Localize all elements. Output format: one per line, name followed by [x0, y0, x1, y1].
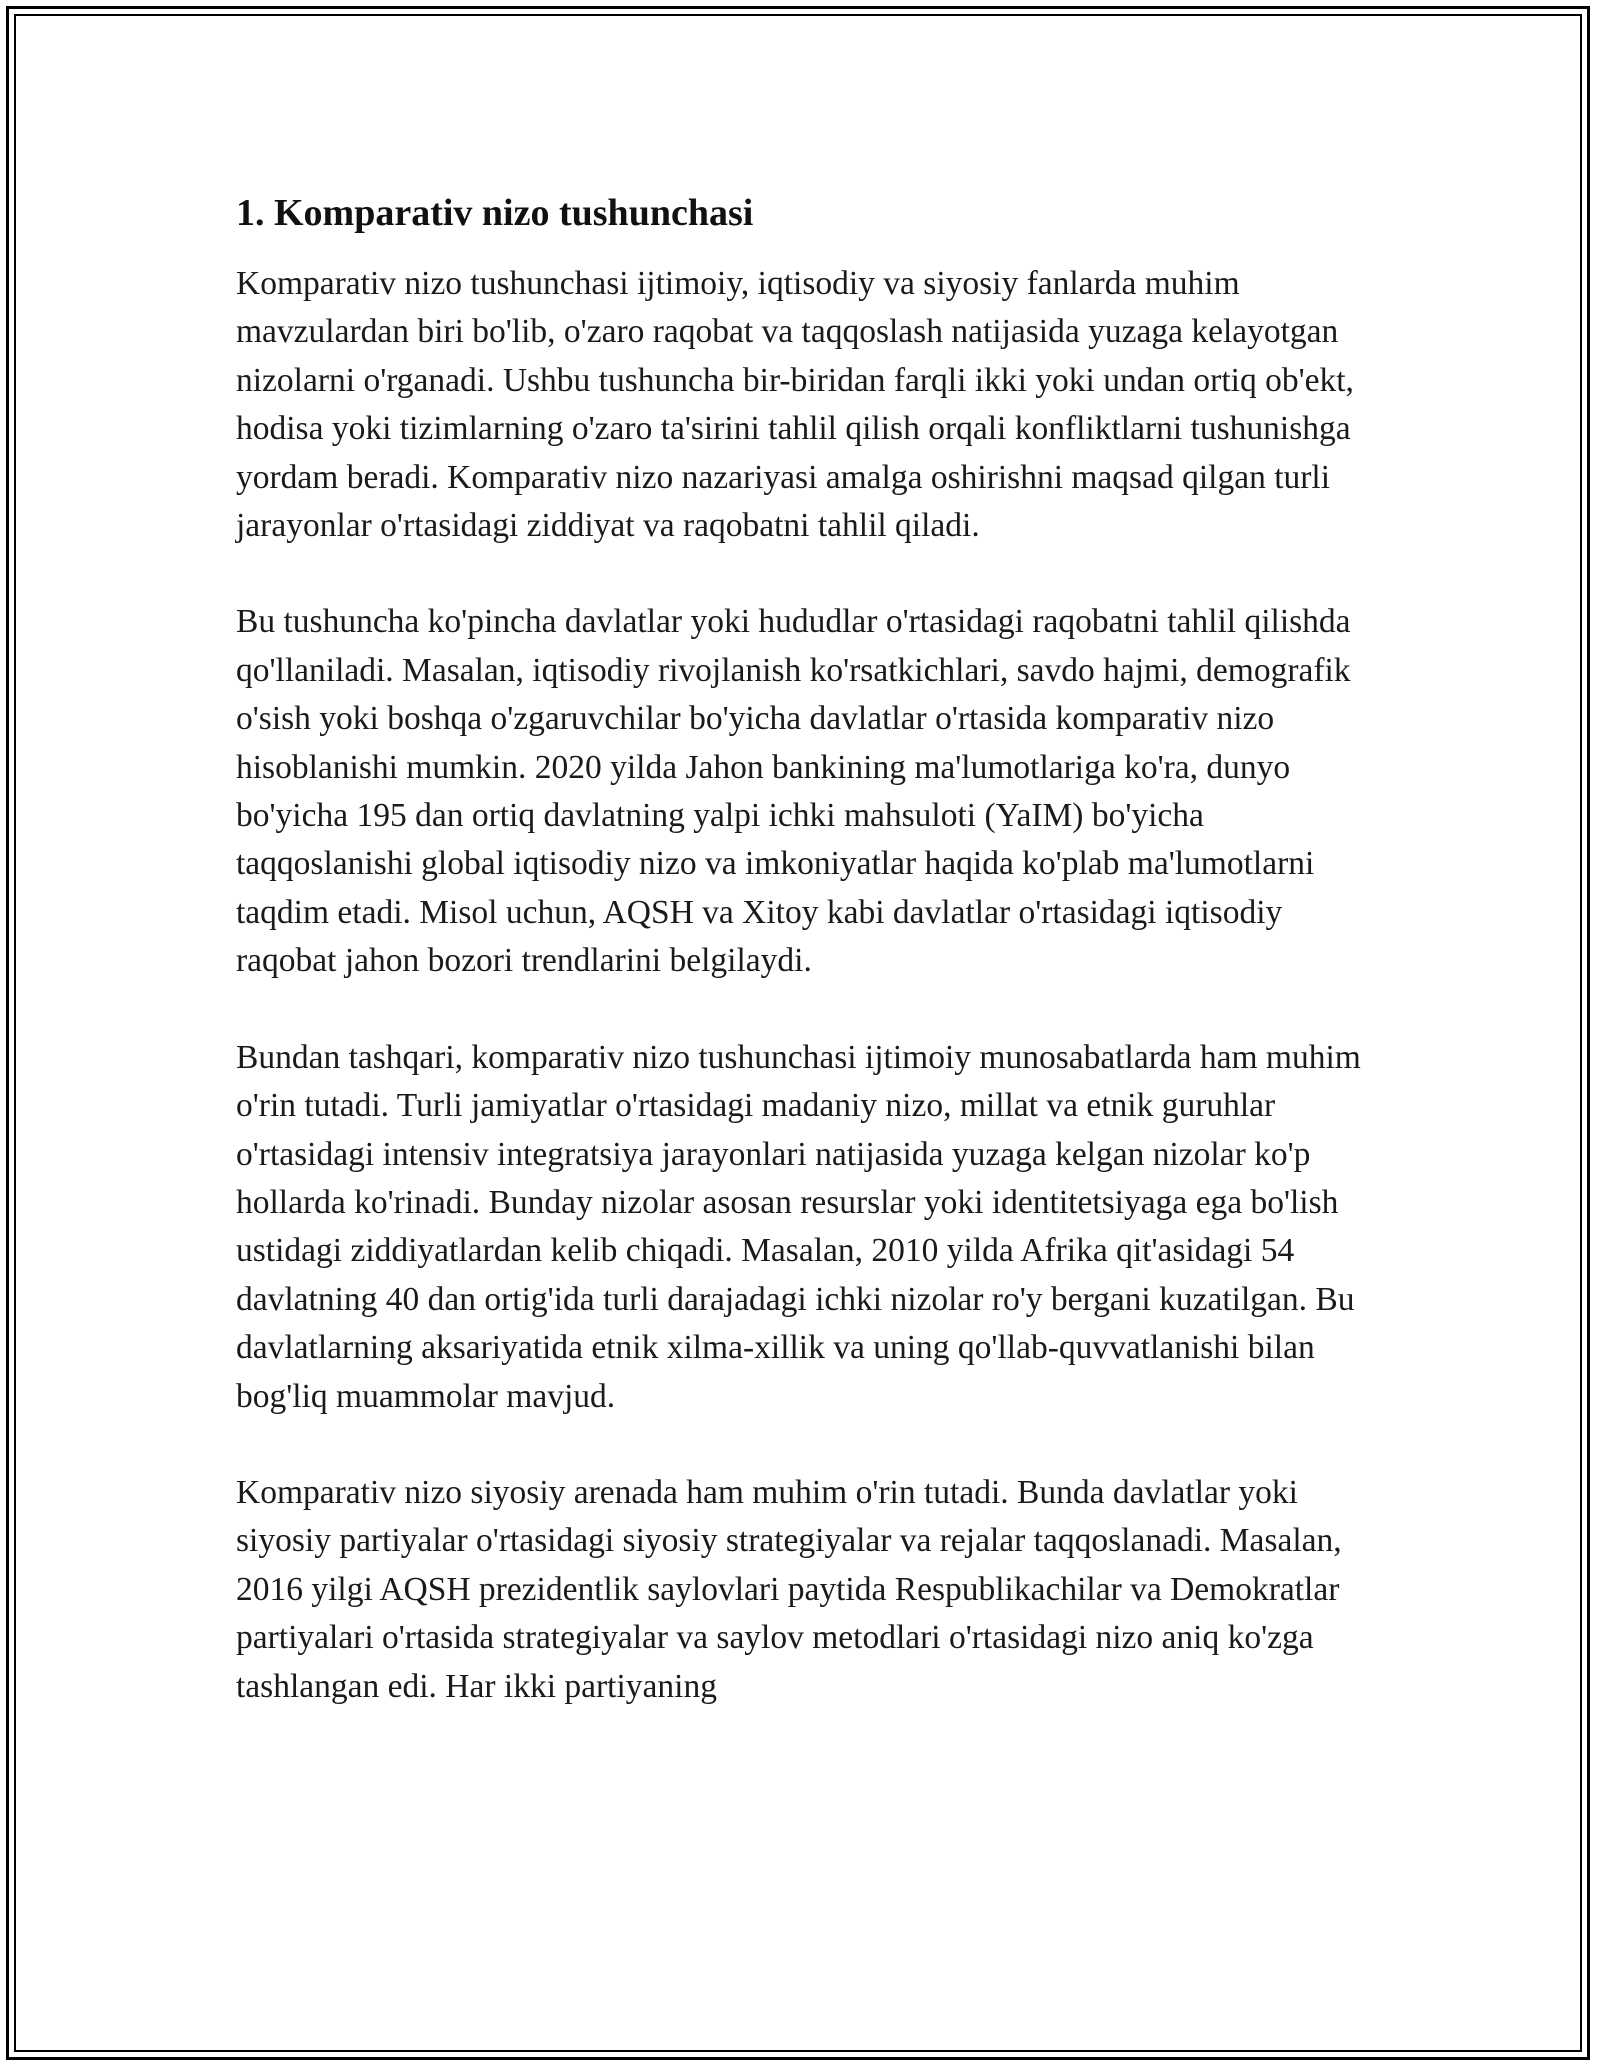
document-page [236, 186, 1376, 1711]
paragraph-3: Bundan tashqari, komparativ nizo tushunchasi ijtimoiy munosabatlarda ham muhim o'rin tutadi. Turli jamiyatlar o'rtasidagi madaniy nizo, millat va etnik guruhlar o'rtasidagi intensiv integratsiya jarayonlari natijasida yuzaga kelgan nizolar ko'p hollarda ko'rinadi. Bunday nizolar asosan resurslar yoki identitetsiyaga ega bo'lish ustidagi ziddiyatlardan kelib chiqadi. Masalan, 2010 yilda Afrika qit'asidagi 54 davlatning 40 dan ortig'ida turli darajadagi ichki nizolar ro'y bergani kuzatilgan. Bu davlatlarning aksariyatida etnik xilma-xillik va uning qo'llab-quvvatlanishi bilan bog'liq muammolar mavjud. [236, 1038, 1361, 1415]
paragraph-1: Komparativ nizo tushunchasi ijtimoiy, iqtisodiy va siyosiy fanlarda muhim mavzulardan biri bo'lib, o'zaro raqobat va taqqoslash natijasida yuzaga kelayotgan nizolarni o'rganadi. Ushbu tushuncha bir-biridan farqli ikki yoki undan ortiq ob'ekt, hodisa yoki tizimlarning o'zaro ta'sirini tahlil qilish orqali konfliktlarni tushunishga yordam beradi. Komparativ nizo nazariyasi amalga oshirishni maqsad qilgan turli jarayonlar o'rtasidagi ziddiyat va raqobatni tahlil qiladi. [236, 265, 1354, 545]
paragraph-4: Komparativ nizo siyosiy arenada ham muhim o'rin tutadi. Bunda davlatlar yoki siyosiy partiyalar o'rtasidagi siyosiy strategiyalar va rejalar taqqoslanadi. Masalan, 2016 yilgi AQSH prezidentlik saylovlari paytida Respublikachilar va Demokratlar partiyalari o'rtasida strategiyalar va saylov metodlari o'rtasidagi nizo aniq ko'zga tashlangan edi. Har ikki partiyaning [236, 1473, 1342, 1705]
section-heading: 1. Komparativ nizo tushunchasi [236, 192, 754, 234]
paragraph-2: Bu tushuncha ko'pincha davlatlar yoki hududlar o'rtasidagi raqobatni tahlil qilishda qo'llaniladi. Masalan, iqtisodiy rivojlanish ko'rsatkichlari, savdo hajmi, demografik o'sish yoki boshqa o'zgaruvchilar bo'yicha davlatlar o'rtasida komparativ nizo hisoblanishi mumkin. 2020 yilda Jahon bankining ma'lumotlariga ko'ra, dunyo bo'yicha 195 dan ortiq davlatning yalpi ichki mahsuloti (YaIM) bo'yicha taqqoslanishi global iqtisodiy nizo va imkoniyatlar haqida ko'plab ma'lumotlarni taqdim etadi. Misol uchun, AQSH va Xitoy kabi davlatlar o'rtasidagi iqtisodiy raqobat jahon bozori trendlarini belgilaydi. [236, 603, 1351, 980]
